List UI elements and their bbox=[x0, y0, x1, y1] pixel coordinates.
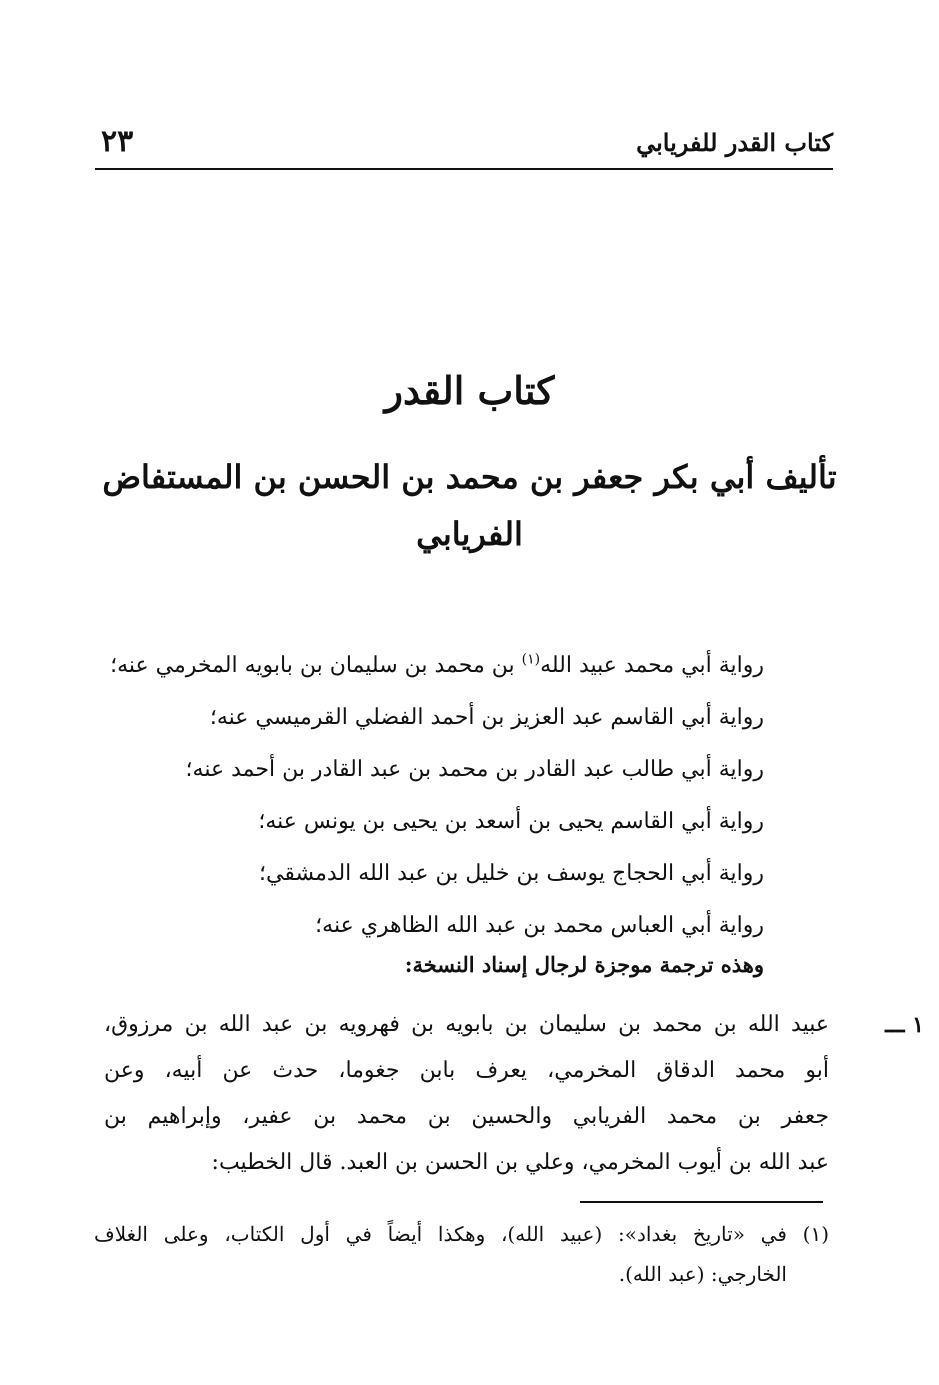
page-number: ٢٣ bbox=[101, 124, 134, 159]
narration-list bbox=[110, 640, 764, 952]
book-title: كتاب القدر bbox=[384, 368, 555, 413]
entry-line: أبو محمد الدقاق المخرمي، يعرف بابن جغوما، حدث عن أبيه، وعن bbox=[104, 1058, 829, 1083]
narration-line: رواية أبي القاسم عبد العزيز بن أحمد الفضلي القرميسي عنه؛ bbox=[209, 705, 764, 730]
narration-line: رواية أبي العباس محمد بن عبد الله الظاهري عنه؛ bbox=[315, 913, 764, 938]
author-line-1: تأليف أبي بكر جعفر بن محمد بن الحسن بن المستفاض bbox=[102, 458, 837, 496]
intro-heading: وهذه ترجمة موجزة لرجال إسناد النسخة: bbox=[404, 952, 764, 977]
footnote-line: الخارجي: (عبد الله). bbox=[618, 1262, 787, 1286]
entry-line: عبيد الله بن محمد بن سليمان بن بابويه بن فهرويه بن عبد الله بن مرزوق، bbox=[104, 1012, 829, 1037]
entry-line: عبد الله بن أيوب المخرمي، وعلي بن الحسن بن العبد. قال الخطيب: bbox=[211, 1150, 829, 1175]
footnote-reference: (١) bbox=[521, 651, 541, 668]
narration-line: رواية أبي طالب عبد القادر بن محمد بن عبد القادر بن أحمد عنه؛ bbox=[185, 757, 764, 782]
header-title: كتاب القدر للفريابي bbox=[636, 128, 833, 157]
biography-entry bbox=[104, 1002, 924, 1186]
footnote-rule bbox=[580, 1201, 823, 1203]
entry-number: ١ ـــ bbox=[885, 1012, 924, 1038]
author-line-2: الفريابي bbox=[416, 515, 523, 553]
header-rule bbox=[95, 168, 833, 170]
entry-line: جعفر بن محمد الفريابي والحسين بن محمد بن عفير، وإبراهيم بن bbox=[104, 1104, 829, 1129]
narration-line: رواية أبي الحجاج يوسف بن خليل بن عبد الله الدمشقي؛ bbox=[259, 861, 764, 886]
narration-line: رواية أبي محمد عبيد الله$^{(١)}$ بن محمد بن سليمان بن بابويه المخرمي عنه؛ bbox=[110, 651, 764, 678]
footnote-line: (١) في «تاريخ بغداد»: (عبيد الله)، وهكذا أيضاً في أول الكتاب، وعلى الغلاف bbox=[94, 1222, 829, 1246]
running-header bbox=[95, 124, 833, 168]
narration-line: رواية أبي القاسم يحيى بن أسعد بن يحيى بن يونس عنه؛ bbox=[258, 809, 764, 834]
footnote bbox=[94, 1214, 829, 1294]
